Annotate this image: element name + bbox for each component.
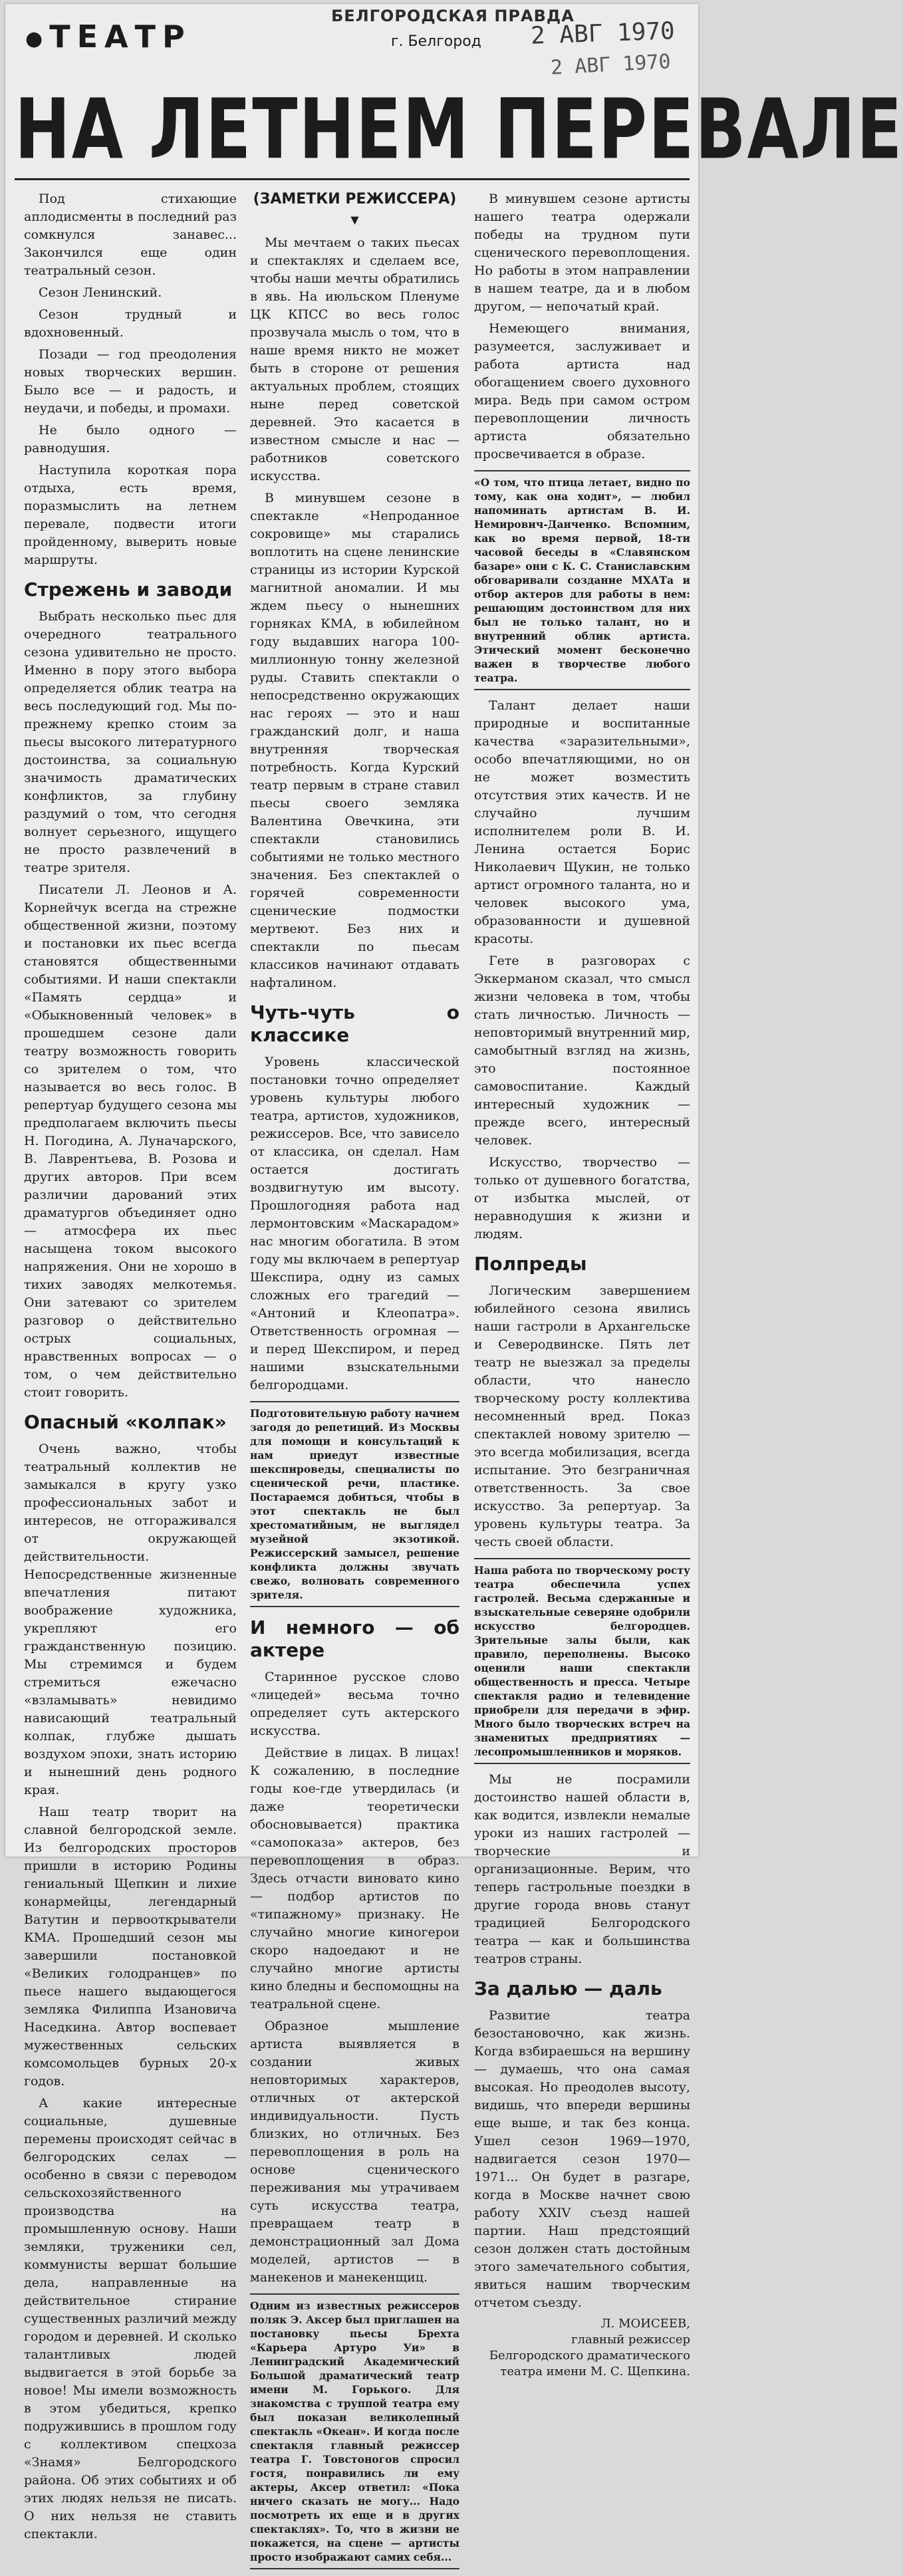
paragraph: Наш театр творит на славной белгородской земле. Из белгородских просторов пришли в историю Родины гениальный Щепкин и лихие конармейцы, легендарный Ватутин и первооткрыватели КМА. Прошедший сезон мы завершили постановкой «Великих голодранцев» по пьесе нашего выдающегося земляка Филиппа Изановича Наседкина. Автор воспевает мужественных сельских комсомольцев бурных 20-х годов. xyxy=(24,1805,237,2089)
boxed-note: Подготовительную работу начнем загодя до репетиций. Из Москвы для помощи и консультаций к нам приедут известные шекспироведы, специалисты по сценической речи, пластике. Постараемся добиться, чтобы в этот спектакль не был хрестоматийным, не выглядел музейной экзотикой. Режиссерский замысел, решение конфликта должны звучать свежо, волновать современного зрителя. xyxy=(250,1401,459,1607)
paragraph: В минувшем сезоне в спектакле «Непроданное сокровище» мы старались воплотить на сцене ленинские страницы из истории Курской магнитной аномалии. И мы ждем пьесу о нынешних горняках КМА, в юбилейном году выдавших нагора 100-миллионную тонну железной руды. Ставить спектакли о непосредственно окружающих нас героях — это и наш гражданский долг, и наша внутренняя творческая потребность. Когда Курский театр первым в стране ставил пьесы своего земляка Валентина Овечкина, эти спектакли становились событиями не только местного значения. Без спектаклей о горячей современности сценические подмостки мертвеют. Без них и спектакли по пьесам классиков начинают отдавать нафталином. xyxy=(250,491,459,990)
paragraph: Писатели Л. Леонов и А. Корнейчук всегда на стрежне общественной жизни, поэтому и постановки их пьес всегда становятся общественными событиями. И наши спектакли «Память сердца» и «Обыкновенный человек» в прошедшем сезоне дали театру возможность говорить со зрителем о том, что называется во весь голос. В репертуар будущего сезона мы предполагаем включить пьесы Н. Погодина, А. Луначарского, В. Лаврентьева, В. Розова и других авторов. При всем различии дарований этих драматургов объединяет одно — атмосфера их пьес насыщена током высокого напряжения. Они не хорошо в тихих заводях мелкотемья. Они затевают со зрителем разговор о действительно острых социальных, нравственных вопросах — о том, о чем действительно стоит говорить. xyxy=(24,882,237,1400)
section-heading: Стрежень и заводи xyxy=(24,579,233,600)
paragraph: Под стихающие аплодисменты в последний раз сомкнулся занавес... Закончился еще один театральный сезон. xyxy=(24,192,237,278)
paragraph: Очень важно, чтобы театральный коллектив не замыкался в кругу узко профессиональных забот и интересов, не отгораживался от окружающей действительности. Непосредственные жизненные впечатления питают воображение художника, укрепляют его гражданственную позицию. Мы стремимся и будем стремиться ежечасно «взламывать» невидимо нависающий театральный колпак, глубже дышать воздухом эпохи, знать историю и нынешний день родного края. xyxy=(24,1442,237,1797)
paragraph: Образное мышление артиста выявляется в создании живых неповторимых характеров, отличных от актерской индивидуальности. Пусть близких, но отличных. Без перевоплощения в роль на основе сценического переживания мы утрачиваем суть искусства театра, превращаем театр в демонстрационный зал Дома моделей, артистов — в манекенов и манекенщиц. xyxy=(250,2019,459,2285)
headline-rule xyxy=(15,178,690,180)
paragraph: Наступила короткая пора отдыха, есть время, поразмыслить на летнем перевале, подвести итоги пройденному, выверить новые маршруты. xyxy=(24,463,237,567)
quote-box: «О том, что птица летает, видно по тому, как она ходит», — любил напоминать артистам В. И. Немирович-Данченко. Вспомним, как во время первой, 18-ти часовой беседы в «Славянском базаре» они с К. С. Станиславским обговаривали создание МХАТа и отбор актеров для работы в нем: решающим достоинством для них был не только талант, но и внутренний облик артиста. Этический момент бесконечно важен в творчестве любого театра. xyxy=(474,470,690,690)
author-signature xyxy=(474,2316,690,2380)
column-1 xyxy=(24,190,237,2547)
paragraph: Мы мечтаем о таких пьесах и спектаклях и сделаем все, чтобы наши мечты обратились в явь. На июльском Пленуме ЦК КПСС во весь голос прозвучала мысль о том, что в наше время никто не может быть в стороне от решения актуальных проблем, стоящих ныне перед советской деревней. Это касается в известном смысле и нас — работников советского искусства. xyxy=(250,235,459,483)
paragraph: Действие в лицах. В лицах! К сожалению, в последние годы кое-где утвердилась (и даже теоретически обосновывается) практика «самопоказа» актеров, без перевоплощения в образ. Здесь отчасти виновато кино — подбор артистов по «типажному» признаку. Не случайно многие киногерои скоро надоедают и не случайно многие артисты кино бледны и беспомощны на театральной сцене. xyxy=(250,1745,459,2011)
newspaper-masthead: БЕЛГОРОДСКАЯ ПРАВДА xyxy=(331,7,575,25)
section-heading: Чуть-чуть о классике xyxy=(250,1001,459,1046)
paragraph: Искусство, творчество — только от душевного богатства, от избытка мыслей, от неравнодушия к жизни и людям. xyxy=(474,1155,690,1241)
paragraph: Сезон трудный и вдохновенный. xyxy=(24,307,237,340)
section-heading: Полпреды xyxy=(474,1253,587,1275)
newspaper-page xyxy=(5,4,903,2563)
paragraph: Гете в разговорах с Эккерманом сказал, что смысл жизни человека в том, чтобы стать личностью. Личность — неповторимый внутренний мир, самобытный взгляд на жизнь, это постоянное самовоспитание. Каждый интересный художник — прежде всего, интересный человек. xyxy=(474,954,690,1148)
paragraph: А какие интересные социальные, душевные перемены происходят сейчас в белгородских селах — особенно в связи с переводом сельскохозяйственного производства на промышленную основу. Наши земляки, труженики сел, коммунисты вершат большие дела, направленные на действительное стирание существенных различий между городом и деревней. И сколько талантливых людей выдвигается в этой борьбе за новое! Мы имели возможность в этом убедиться, крепко подружившись в прошлом году с коллективом спецхоза «Знамя» Белгородского района. Об этих событиях и об этих людях нельзя не писать. О них нельзя не ставить спектакли. xyxy=(24,2096,237,2541)
date-stamp: 2 АВГ 1970 xyxy=(530,17,676,50)
paragraph: Старинное русское слово «лицедей» весьма точно определяет суть актерского искусства. xyxy=(250,1670,459,1738)
triangle-marker: ▼ xyxy=(350,213,359,226)
article-subtitle: (ЗАМЕТКИ РЕЖИССЕРА) xyxy=(253,191,457,207)
boxed-note: Одним из известных режиссеров поляк Э. Аксер был приглашен на постановку пьесы Брехта «Карьера Артуро Уи» в Ленинградский Академический Большой драматический театр имени М. Горького. Для знакомства с труппой театра ему был показан великолепный спектакль «Океан». И когда после спектакля главный режиссер театра Г. Товстоногов спросил гостя, понравились ли ему актеры, Аксер ответил: «Пока ничего сказать не могу... Надо посмотреть их еще и в других спектаклях». То, что в жизни не покажется, на сцене — артисты просто изображают самих себя... xyxy=(250,2293,459,2569)
author-name: Л. МОИСЕЕВ, xyxy=(600,2317,690,2331)
paragraph: Не было одного — равнодушия. xyxy=(24,423,237,455)
city-label: г. Белгород xyxy=(391,33,481,50)
headline: НА ЛЕТНЕМ ПЕРЕВАЛЕ xyxy=(15,80,903,178)
paragraph: Сезон Ленинский. xyxy=(39,285,162,300)
date-stamp-secondary: 2 АВГ 1970 xyxy=(550,50,672,80)
paragraph: Уровень классической постановки точно определяет уровень культуры любого театра, артистов, художников, режиссеров. Все, что зависело от классика, он сделал. Нам остается достигать воздвигнутую им высоту. Прошлогодняя работа над лермонтовским «Маскарадом» нас многим обогатила. В этом году мы включаем в репертуар Шекспира, одну из самых сложных его трагедий — «Антоний и Клеопатра». Ответственность огромная — и перед Шекспиром, и перед нашими взыскательными белгородцами. xyxy=(250,1055,459,1392)
section-heading: И немного — об актере xyxy=(250,1616,459,1661)
rubric-title: ●ТЕАТР xyxy=(25,19,192,55)
paragraph: Талант делает наши природные и воспитанные качества «заразительными», особо впечатляющими, но он не может возместить отсутствия этих качеств. И не случайно лучшим исполнителем роли В. И. Ленина остается Борис Николаевич Щукин, не только артист огромного таланта, но и человек высокого ума, образованности и душевной красоты. xyxy=(474,698,690,946)
section-heading: Опасный «колпак» xyxy=(24,1411,227,1433)
paragraph: В минувшем сезоне артисты нашего театра одержали победы на трудном пути сценического перевоплощения. Но работы в этом направлении в нашем театре, да и в любом другом, — непочатый край. xyxy=(474,192,690,314)
paragraph: Развитие театра безостановочно, как жизнь. Когда взбираешься на вершину — думаешь, что она самая высокая. Но преодолев высоту, видишь, что впереди вершины еще выше, и так без конца. Ушел сезон 1969—1970, надвигается сезон 1970—1971... Он будет в разгаре, когда в Москве начнет свою работу XXIV съезд нашей партии. Наш предстоящий сезон должен стать достойным этого замечательного события, явиться нашим творческим отчетом съезду. xyxy=(474,2008,690,2310)
paragraph: Выбрать несколько пьес для очередного театрального сезона удивительно не просто. Именно в пору этого выбора определяется облик театра на весь последующий год. Мы по-прежнему крепко стоим за пьесы высокого литературного достоинства, за социальную значимость драматических конфликтов, за глубину раздумий о том, что сегодня волнует серьезного, ищущего не просто развлечений в театре зрителя. xyxy=(24,609,237,875)
author-role: главный режиссер Белгородского драматического театра имени М. С. Щепкина. xyxy=(489,2333,690,2379)
section-heading: За далью — даль xyxy=(474,1978,662,1999)
column-2 xyxy=(250,190,459,2576)
paragraph: Логическим завершением юбилейного сезона явились наши гастроли в Архангельске и Северодвинске. Пять лет театр не выезжал за пределы области, что нанесло творческому росту коллектива несомненный вред. Показ спектаклей новому зрителю — это всегда мобилизация, всегда испытание. Это безграничная ответственность. За свое искусство. За репертуар. За уровень культуры театра. За честь своей области. xyxy=(474,1283,690,1549)
boxed-note: Наша работа по творческому росту театра обеспечила успех гастролей. Весьма сдержанные и взыскательные северяне одобрили искусство белгородцев. Зрительные залы были, как правило, переполнены. Высоко оценили наши спектакли общественность и пресса. Четыре спектакля радио и телевидение приобрели для передачи в эфир. Много было творческих встреч на знаменитых предприятиях — лесопромышленников и моряков. xyxy=(474,1558,690,1764)
paragraph: Позади — год преодоления новых творческих вершин. Было все — и радость, и неудачи, и победы, и промахи. xyxy=(24,347,237,416)
paragraph: Немеющего внимания, разумеется, заслуживает и работа артиста над обогащением своего духовного мира. Ведь при самом остром перевоплощении личность артиста обязательно просвечивается в образе. xyxy=(474,321,690,461)
paragraph: Мы не посрамили достоинство нашей области в, как водится, извлекли немалые уроки из наших гастролей — творческие и организационные. Верим, что теперь гастрольные поездки в другие города вновь станут традицией Белгородского театра — как и большинства театров страны. xyxy=(474,1772,690,1966)
column-3 xyxy=(474,190,690,2380)
